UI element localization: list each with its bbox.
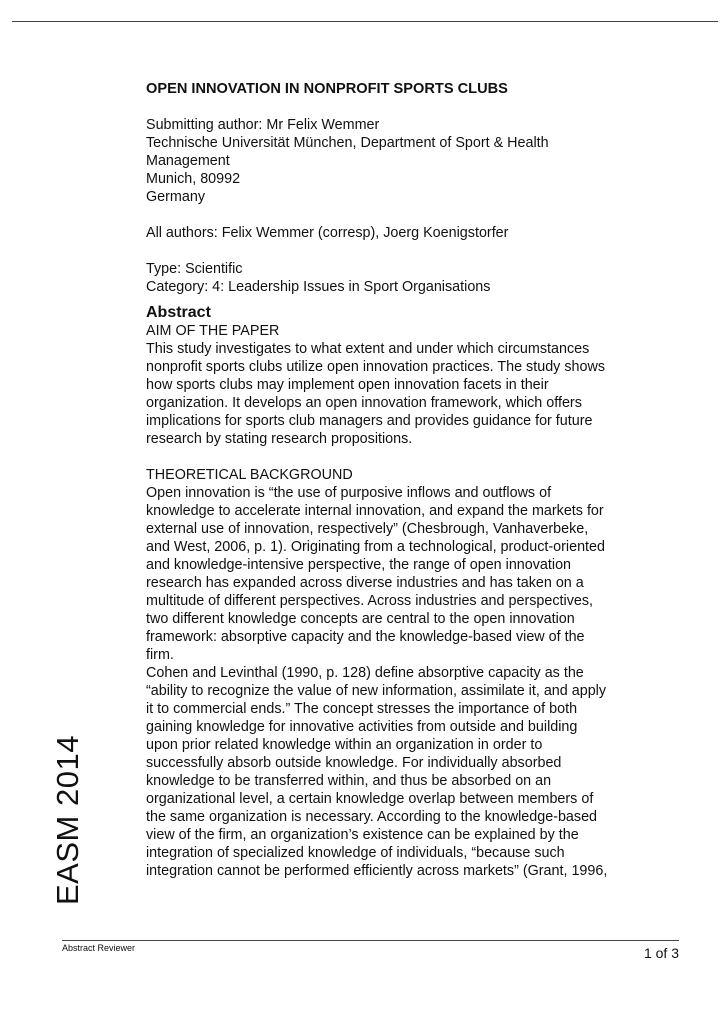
aim-paragraph <box>146 340 706 448</box>
text-line: organization. It develops an open innovation framework, which offers <box>146 395 582 411</box>
text-line: Cohen and Levinthal (1990, p. 128) define absorptive capacity as the <box>146 665 584 681</box>
text-line: knowledge to accelerate internal innovation, and expand the markets for <box>146 503 604 519</box>
text-line: external use of innovation, respectively” (Chesbrough, Vanhaverbeke, <box>146 521 589 537</box>
aim-heading: AIM OF THE PAPER <box>146 323 280 339</box>
text-line: two different knowledge concepts are central to the open innovation <box>146 611 575 627</box>
document-body <box>146 80 706 880</box>
country: Germany <box>146 189 205 205</box>
text-line: multitude of different perspectives. Across industries and perspectives, <box>146 593 594 609</box>
paper-category: Category: 4: Leadership Issues in Sport Organisations <box>146 279 491 295</box>
paper-type: Type: Scientific <box>146 261 243 277</box>
text-line: firm. <box>146 647 174 663</box>
text-line: nonprofit sports clubs utilize open innovation practices. The study shows <box>146 359 605 375</box>
document-title: OPEN INNOVATION IN NONPROFIT SPORTS CLUBS <box>146 81 508 97</box>
all-authors: All authors: Felix Wemmer (corresp), Joerg Koenigstorfer <box>146 225 509 241</box>
text-line: Open innovation is “the use of purposive inflows and outflows of <box>146 485 552 501</box>
city: Munich, 80992 <box>146 171 241 187</box>
text-line: organizational level, a certain knowledge overlap between members of <box>146 791 594 807</box>
submission-info <box>146 116 706 296</box>
top-divider <box>12 21 718 22</box>
text-line: framework: absorptive capacity and the knowledge-based view of the <box>146 629 585 645</box>
text-line: view of the firm, an organization’s existence can be explained by the <box>146 827 579 843</box>
text-line: and West, 2006, p. 1). Originating from a technological, product-oriented <box>146 539 605 555</box>
text-line: the same organization is necessary. According to the knowledge-based <box>146 809 598 825</box>
background-paragraph <box>146 484 706 880</box>
text-line: integration of specialized knowledge of individuals, “because such <box>146 845 565 861</box>
abstract-heading: Abstract <box>146 304 211 321</box>
text-line: This study investigates to what extent and under which circumstances <box>146 341 590 357</box>
text-line: knowledge to be transferred within, and thus be absorbed on an <box>146 773 552 789</box>
text-line: implications for sports club managers and provides guidance for future <box>146 413 593 429</box>
background-heading: THEORETICAL BACKGROUND <box>146 467 353 483</box>
institution-line: Management <box>146 153 230 169</box>
text-line: how sports clubs may implement open innovation facets in their <box>146 377 549 393</box>
page-number: 1 of 3 <box>643 945 679 961</box>
text-line: it to commercial ends.” The concept stresses the importance of both <box>146 701 578 717</box>
text-line: research by stating research propositions. <box>146 431 413 447</box>
footer-reviewer-label: Abstract Reviewer <box>62 943 136 953</box>
text-line: gaining knowledge for innovative activities from outside and building <box>146 719 578 735</box>
text-line: integration cannot be performed efficiently across markets” (Grant, 1996, <box>146 863 608 879</box>
conference-label: EASM 2014 <box>50 735 85 905</box>
text-line: and knowledge-intensive perspective, the range of open innovation <box>146 557 572 573</box>
bottom-divider <box>62 940 679 941</box>
text-line: research has expanded across diverse industries and has taken on a <box>146 575 584 591</box>
submitting-author: Submitting author: Mr Felix Wemmer <box>146 117 380 133</box>
text-line: upon prior related knowledge within an organization in order to <box>146 737 543 753</box>
text-line: successfully absorb outside knowledge. For individually absorbed <box>146 755 562 771</box>
text-line: “ability to recognize the value of new information, assimilate it, and apply <box>146 683 607 699</box>
institution-line: Technische Universität München, Department of Sport & Health <box>146 135 549 151</box>
